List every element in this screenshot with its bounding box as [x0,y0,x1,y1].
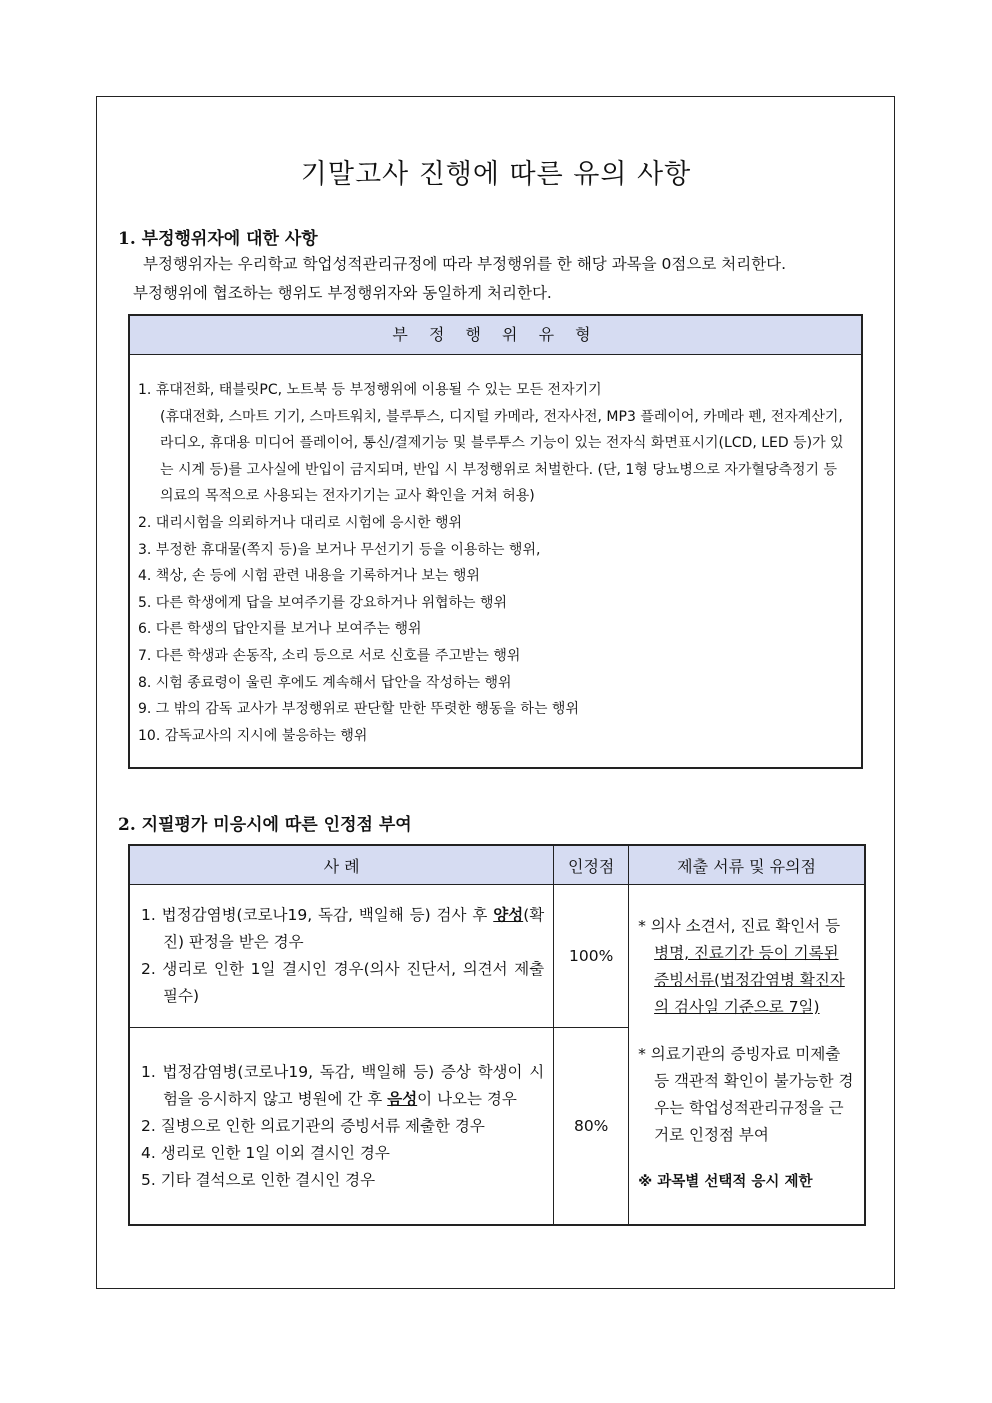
case-cell [129,885,554,1028]
list-item: 1. 법정감염병(코로나19, 독감, 백일해 등) 검사 후 양성(확진) 판정을 받은 경우 [141,906,545,951]
positive-emphasis: 양성 [493,906,524,924]
list-item: 10. 감독교사의 지시에 불응하는 행위 [138,727,368,744]
list-item: 5. 다른 학생에게 답을 보여주기를 강요하거나 위협하는 행위 [138,594,508,611]
note-documents: * 의사 소견서, 진료 확인서 등 병명, 진료기간 등이 기록된 증빙서류(법정감염병 확진자의 검사일 기준으로 7일) [638,917,845,1016]
misconduct-types-header: 부 정 행 위 유 형 [130,316,861,355]
list-item: 2. 질병으로 인한 의료기관의 증빙서류 제출한 경우 [141,1116,485,1135]
list-item: 5. 기타 결석으로 인한 결시인 경우 [141,1170,376,1189]
list-item: 1. 법정감염병(코로나19, 독감, 백일해 등) 증상 학생이 시험을 응시하지 않고 병원에 간 후 음성이 나오는 경우 [141,1062,545,1108]
negative-emphasis: 음성 [387,1089,418,1108]
table-row [129,885,865,1028]
note-no-proof: * 의료기관의 증빙자료 미제출 등 객관적 확인이 불가능한 경우는 학업성적관리규정을 근거로 인정점 부여 [638,1045,854,1144]
section1-line1: 부정행위자는 우리학교 학업성적관리규정에 따라 부정행위를 한 해당 과목을 0점으로 처리한다. [143,255,787,273]
list-item: 3. 부정한 휴대물(쪽지 등)을 보거나 무선기기 등을 이용하는 행위, [138,541,541,558]
list-item: 7. 다른 학생과 손동작, 소리 등으로 서로 신호를 주고받는 행위 [138,647,521,664]
list-item: 4. 생리로 인한 1일 이외 결시인 경우 [141,1143,390,1162]
score-cell: 80% [554,1028,629,1226]
list-item: 2. 대리시험을 의뢰하거나 대리로 시험에 응시한 행위 [138,514,463,531]
list-item: 6. 다른 학생의 답안지를 보거나 보여주는 행위 [138,621,422,638]
page-title: 기말고사 진행에 따른 유의 사항 [300,159,692,190]
column-header-documents: 제출 서류 및 유의점 [629,845,865,885]
list-item: 1. 휴대전화, 태블릿PC, 노트북 등 부정행위에 이용될 수 있는 모든 전자기기 (휴대전화, 스마트 기기, 스마트워치, 블루투스, 디지털 카메라, 전자사전, MP3 플레이어, 카메라 펜, 전자계산기, 라디오, 휴대용 미디어 플레이어, 통신/결제기능 및 블루투스 기능이 있는 전자식 화면표시기(LCD, LED 등)가 있는 시계 등)를 고사실에 반입이 금지되며, 반입 시 부정행위로 처벌한다. (단, 1형 당뇨병으로 자가혈당측정기 등 의료의 목적으로 사용되는 전자기기는 교사 확인을 거쳐 허용) [138,377,853,510]
note-restriction: ※ 과목별 선택적 응시 제한 [638,1174,813,1190]
list-item: 8. 시험 종료령이 울린 후에도 계속해서 답안을 작성하는 행위 [138,674,512,691]
section1-line2: 부정행위에 협조하는 행위도 부정행위자와 동일하게 처리한다. [133,284,552,302]
column-header-case: 사 례 [129,845,554,885]
column-header-score: 인정점 [554,845,629,885]
table-header-row [129,845,865,885]
section1-heading: 1. 부정행위자에 대한 사항 [118,229,318,249]
list-item: 2. 생리로 인한 1일 결시인 경우(의사 진단서, 의견서 제출 필수) [141,960,545,1005]
absence-score-table [128,844,866,1226]
list-item: 9. 그 밖의 감독 교사가 부정행위로 판단할 만한 뚜렷한 행동을 하는 행위 [138,701,579,718]
case-cell [129,1028,554,1226]
score-cell: 100% [554,885,629,1028]
list-item: 4. 책상, 손 등에 시험 관련 내용을 기록하거나 보는 행위 [138,568,480,585]
section2-heading: 2. 지필평가 미응시에 따른 인정점 부여 [118,815,412,835]
misconduct-list [130,355,861,749]
misconduct-types-box [128,314,863,769]
notes-cell [629,885,865,1226]
item1-detail: (휴대전화, 스마트 기기, 스마트워치, 블루투스, 디지털 카메라, 전자사전, MP3 플레이어, 카메라 펜, 전자계산기, 라디오, 휴대용 미디어 플레이어, 통신/결제기능 및 블루투스 기능이 있는 전자식 화면표시기(LCD, LED 등)가 있는 시계 등)를 고사실에 반입이 금지되며, 반입 시 부정행위로 처벌한다. (단, 1형 당뇨병으로 자가혈당측정기 등 의료의 목적으로 사용되는 전자기기는 교사 확인을 거쳐 허용) [160,408,844,505]
